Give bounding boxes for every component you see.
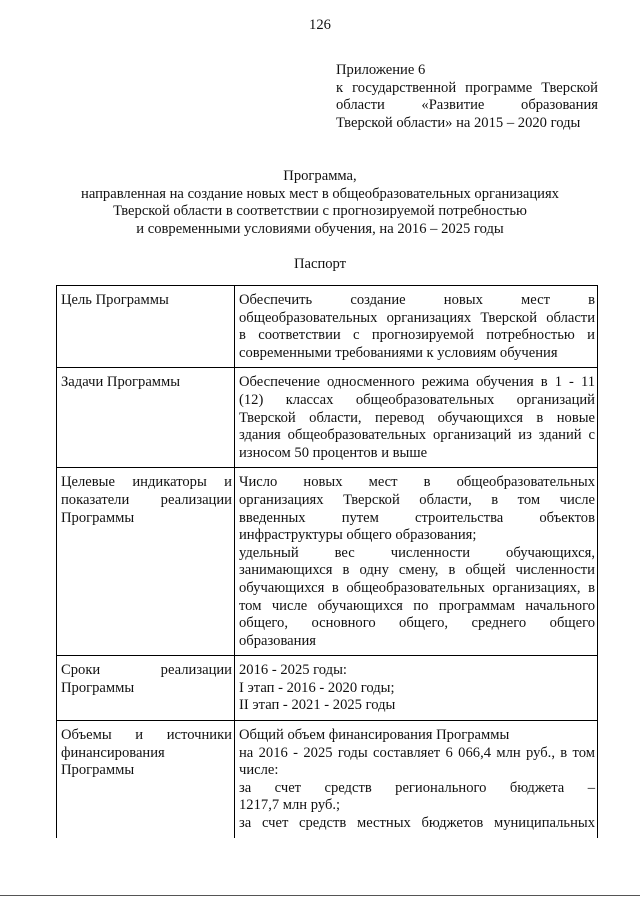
- label-line: показатели реализации: [61, 491, 232, 508]
- content-line: I этап - 2016 - 2020 годы;: [239, 679, 395, 696]
- appendix-line: Тверской области» на 2015 – 2020 годы: [336, 114, 581, 131]
- appendix-word: образования: [521, 97, 598, 114]
- label-line: Сроки реализации: [61, 662, 232, 679]
- label-line: Объемы и источники: [61, 727, 232, 744]
- content-line: занимающихся в одну смену, в общей численности: [239, 562, 595, 579]
- row-content: [235, 468, 598, 656]
- row-label: [57, 656, 235, 721]
- label-line: Целевые индикаторы и: [61, 474, 232, 491]
- label-line: финансирования: [61, 744, 165, 761]
- content-line: 1217,7 млн руб.;: [239, 797, 341, 814]
- content-line: том числе обучающихся по программам начального: [239, 597, 595, 614]
- passport-heading: Паспорт: [293, 256, 347, 272]
- table-row: [57, 468, 598, 656]
- content-line: в соответствии с прогнозируемой потребностью и: [239, 327, 595, 344]
- content-line: обучающихся в общеобразовательных организациях, в: [239, 579, 595, 596]
- row-content: [235, 721, 598, 838]
- content-line: (12) классах общеобразовательных организаций: [239, 391, 595, 408]
- content-line: на 2016 - 2025 годы составляет 6 066,4 млн руб., в том: [239, 744, 595, 761]
- title-line: направленная на создание новых мест в общеобразовательных организациях: [81, 185, 559, 202]
- table-row: [57, 286, 598, 368]
- content-line: Число новых мест в общеобразовательных: [239, 474, 595, 491]
- content-line: введенных путем строительства объектов: [239, 509, 595, 526]
- page-bottom-edge: [0, 895, 640, 896]
- row-content: [235, 656, 598, 721]
- content-line: современными требованиями к условиям обучения: [239, 344, 558, 361]
- content-line: Обеспечить создание новых мест в: [239, 292, 595, 308]
- document-title: [0, 168, 640, 238]
- content-line: за счет средств местных бюджетов муниципальных: [239, 815, 595, 832]
- content-line: удельный вес численности обучающихся,: [239, 544, 595, 561]
- appendix-line: Приложение 6: [336, 62, 426, 78]
- page-number: 126: [309, 17, 331, 33]
- appendix-line: [336, 97, 598, 115]
- appendix-word: области: [336, 97, 385, 114]
- title-line: Тверской области в соответствии с прогнозируемой потребностью: [113, 203, 527, 220]
- content-line: II этап - 2021 - 2025 годы: [239, 697, 396, 714]
- content-line: числе:: [239, 762, 279, 779]
- content-line: Общий объем финансирования Программы: [239, 727, 510, 744]
- content-line: инфраструктуры общего образования;: [239, 527, 477, 544]
- content-line: общеобразовательных организациях Тверской области: [239, 309, 595, 326]
- appendix-line: к государственной программе Тверской: [336, 79, 598, 96]
- row-label: [57, 721, 235, 838]
- row-content: [235, 368, 598, 468]
- appendix-word: «Развитие: [421, 97, 485, 114]
- content-line: за счет средств регионального бюджета –: [239, 779, 595, 796]
- table-row: [57, 656, 598, 721]
- label-line: Задачи Программы: [61, 374, 181, 391]
- label-line: Цель Программы: [61, 292, 169, 308]
- row-content: [235, 286, 598, 368]
- title-line: Программа,: [283, 168, 357, 184]
- row-label: [57, 286, 235, 368]
- content-line: 2016 - 2025 годы:: [239, 662, 347, 679]
- passport-table: [56, 285, 598, 838]
- row-label: [57, 368, 235, 468]
- label-line: Программы: [61, 762, 135, 779]
- row-label: [57, 468, 235, 656]
- label-line: Программы: [61, 509, 135, 526]
- table-row: [57, 368, 598, 468]
- title-line: и современными условиями обучения, на 2016 – 2025 годы: [136, 220, 504, 237]
- content-line: организациях Тверской области, в том числе: [239, 491, 595, 508]
- content-line: здания общеобразовательных организаций из зданий с: [239, 427, 595, 444]
- content-line: износом 50 процентов и выше: [239, 444, 428, 461]
- content-line: общего, основного общего, среднего общего: [239, 615, 595, 632]
- table-row: [57, 721, 598, 838]
- content-line: образования: [239, 632, 316, 649]
- content-line: Тверской области, перевод обучающихся в новые: [239, 409, 595, 426]
- label-line: Программы: [61, 679, 135, 696]
- appendix-note: [336, 62, 598, 132]
- content-line: Обеспечение односменного режима обучения в 1 - 11: [239, 374, 595, 391]
